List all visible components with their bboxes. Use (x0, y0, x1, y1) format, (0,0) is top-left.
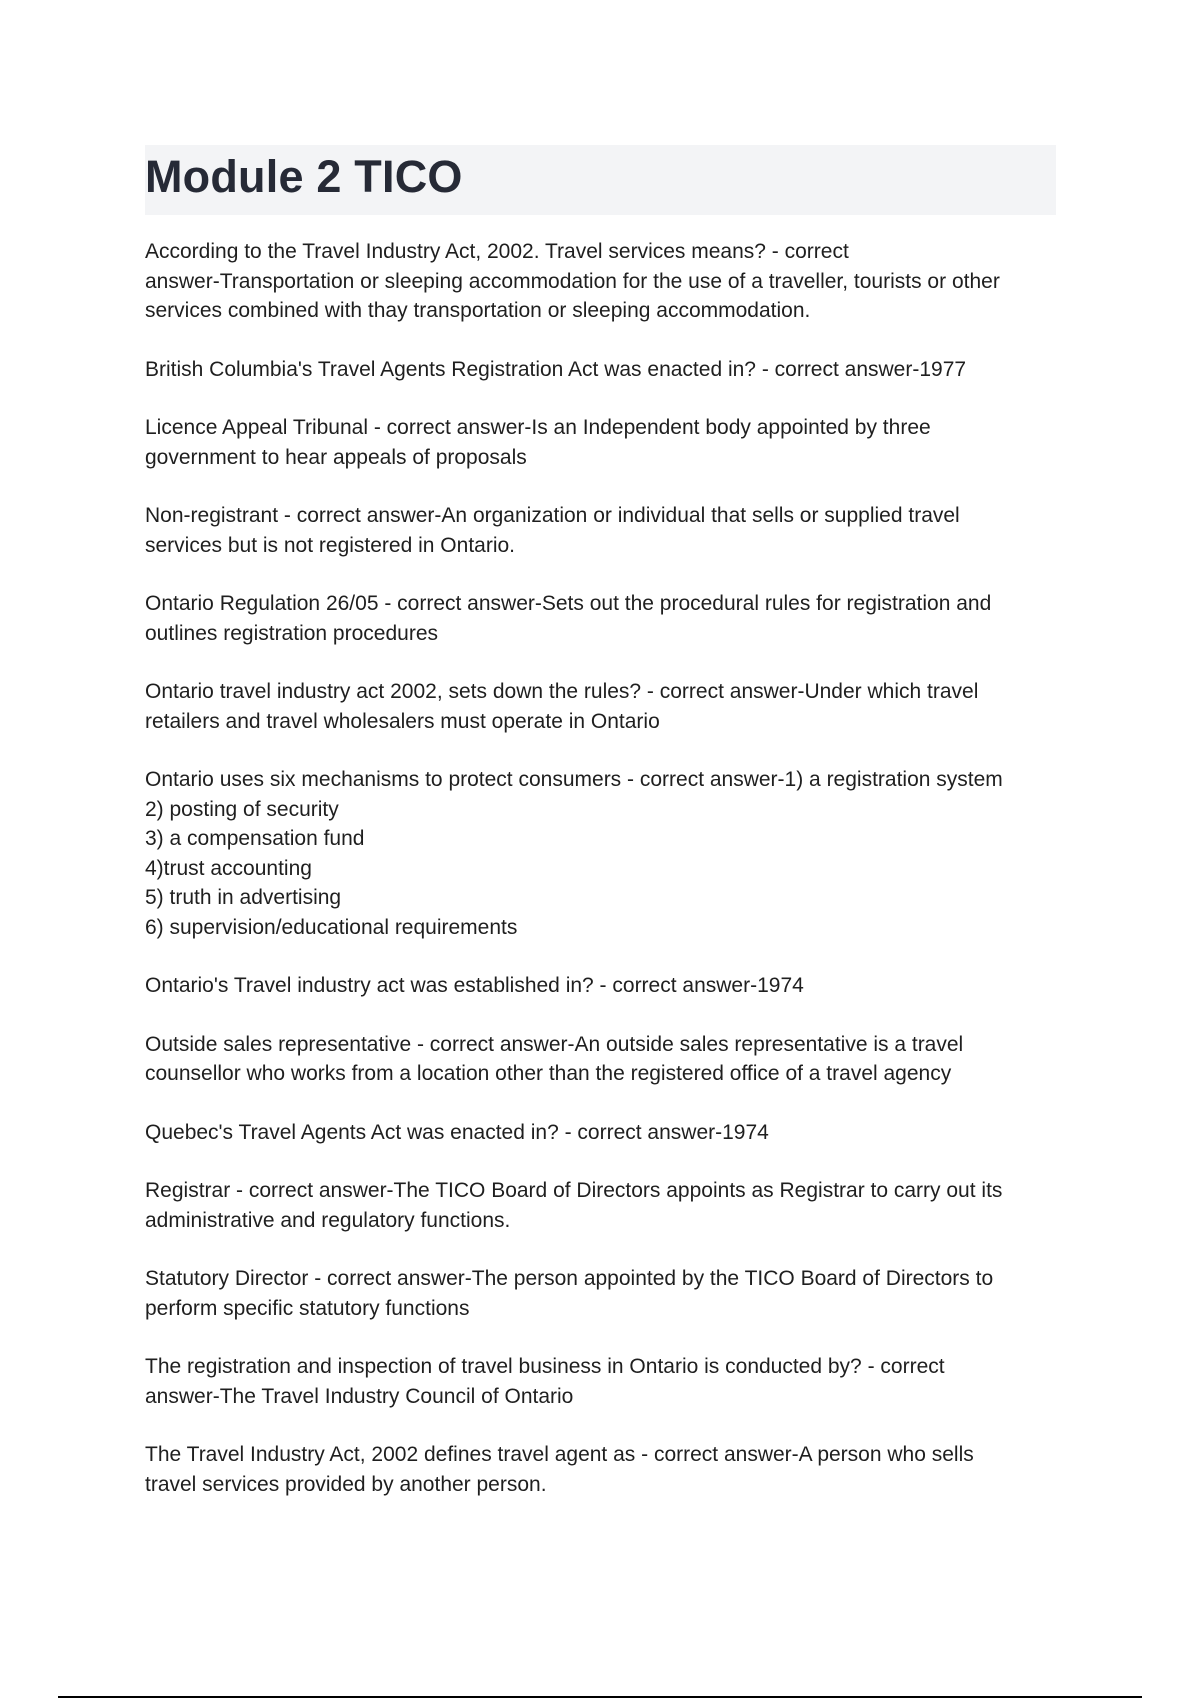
qa-entry-non-registrant: Non-registrant - correct answer-An organization or individual that sells or supplied travel services but is not registered in Ontario. (145, 504, 960, 557)
qa-entry-ontario-act-rules: Ontario travel industry act 2002, sets down the rules? - correct answer-Under which travel retailers and travel wholesalers must operate in Ontario (145, 680, 979, 733)
qa-list (145, 237, 1065, 1528)
qa-entry-ontario-act-established: Ontario's Travel industry act was established in? - correct answer-1974 (145, 974, 804, 997)
qa-entry-registrar: Registrar - correct answer-The TICO Board of Directors appoints as Registrar to carry out its administrative and regulatory functions. (145, 1179, 1003, 1232)
qa-entry-licence-appeal-tribunal: Licence Appeal Tribunal - correct answer-Is an Independent body appointed by three government to hear appeals of proposals (145, 416, 931, 469)
qa-entry-travel-services: According to the Travel Industry Act, 2002. Travel services means? - correct answer-Transportation or sleeping accommodation for the use of a traveller, tourists or other services combined with thay transportation or sleeping accommodation. (145, 240, 1000, 322)
qa-entry-bc-act: British Columbia's Travel Agents Registration Act was enacted in? - correct answer-1977 (145, 357, 967, 381)
qa-entry-travel-agent-definition: The Travel Industry Act, 2002 defines travel agent as - correct answer-A person who sells travel services provided by another person. (145, 1443, 974, 1496)
qa-entry-six-mechanisms: Ontario uses six mechanisms to protect consumers - correct answer-1) a registration system 2) posting of security 3) a compensation fund 4)trust accounting 5) truth in advertising 6) supervision/educational requirements (145, 768, 1003, 939)
qa-entry-statutory-director: Statutory Director - correct answer-The person appointed by the TICO Board of Directors to perform specific statutory functions (145, 1267, 994, 1320)
page-title: Module 2 TICO (145, 151, 463, 202)
qa-entry-quebec-act: Quebec's Travel Agents Act was enacted in? - correct answer-1974 (145, 1120, 769, 1144)
qa-entry-outside-sales-rep: Outside sales representative - correct answer-An outside sales representative is a travel counsellor who works from a location other than the registered office of a travel agency (145, 1032, 964, 1085)
qa-entry-registration-inspection: The registration and inspection of travel business in Ontario is conducted by? - correct answer-The Travel Industry Council of Ontario (145, 1355, 945, 1408)
qa-entry-ontario-regulation: Ontario Regulation 26/05 - correct answer-Sets out the procedural rules for registration and outlines registration procedures (145, 592, 992, 645)
footer-divider (58, 1696, 1142, 1698)
title-banner (145, 145, 1056, 215)
